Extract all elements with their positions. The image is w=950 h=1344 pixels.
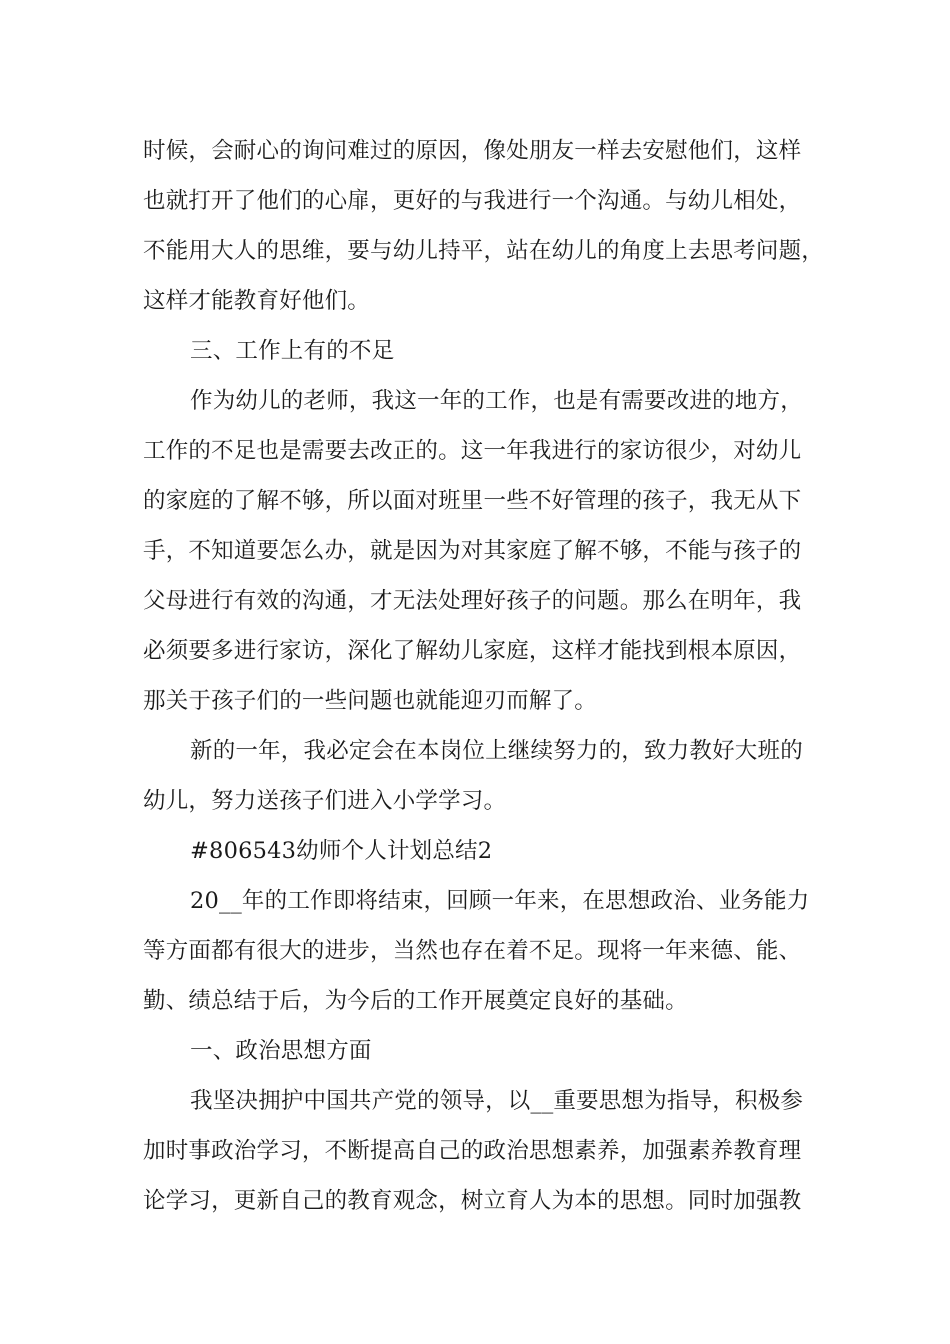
paragraph-line: 幼儿，努力送孩子们进入小学学习。 (143, 788, 507, 814)
paragraph-line: 必须要多进行家访，深化了解幼儿家庭，这样才能找到根本原因， (143, 638, 802, 664)
paragraph-line: 加时事政治学习，不断提高自己的政治思想素养，加强素养教育理 (143, 1138, 802, 1164)
paragraph-line: 新的一年，我必定会在本岗位上继续努力的，致力教好大班的 (190, 738, 803, 764)
paragraph-line: 那关于孩子们的一些问题也就能迎刃而解了。 (143, 688, 598, 714)
paragraph-line: 勤、绩总结于后，为今后的工作开展奠定良好的基础。 (143, 988, 688, 1014)
paragraph-line: 不能用大人的思维，要与幼儿持平，站在幼儿的角度上去思考问题， (143, 238, 825, 264)
paragraph-line: 论学习，更新自己的教育观念，树立育人为本的思想。同时加强教 (143, 1188, 802, 1214)
paragraph-line: 的家庭的了解不够，所以面对班里一些不好管理的孩子，我无从下 (143, 488, 802, 514)
paragraph-line: 时候，会耐心的询问难过的原因，像处朋友一样去安慰他们，这样 (143, 138, 802, 164)
paragraph-line: 我坚决拥护中国共产党的领导，以__重要思想为指导，积极参 (190, 1088, 804, 1114)
section-heading: 一、政治思想方面 (190, 1038, 372, 1064)
paragraph-line: 父母进行有效的沟通，才无法处理好孩子的问题。那么在明年，我 (143, 588, 802, 614)
document-title: #806543幼师个人计划总结2 (190, 838, 493, 864)
paragraph-line: 工作的不足也是需要去改正的。这一年我进行的家访很少，对幼儿 (143, 438, 802, 464)
paragraph-line: 等方面都有很大的进步，当然也存在着不足。现将一年来德、能、 (143, 938, 802, 964)
paragraph-line: 手，不知道要怎么办，就是因为对其家庭了解不够，不能与孩子的 (143, 538, 802, 564)
paragraph-line: 这样才能教育好他们。 (143, 288, 371, 314)
paragraph-line: 20__年的工作即将结束，回顾一年来，在思想政治、业务能力 (190, 888, 810, 914)
paragraph-line: 也就打开了他们的心扉，更好的与我进行一个沟通。与幼儿相处， (143, 188, 802, 214)
paragraph-line: 作为幼儿的老师，我这一年的工作，也是有需要改进的地方， (190, 388, 803, 414)
section-heading: 三、工作上有的不足 (190, 338, 395, 364)
